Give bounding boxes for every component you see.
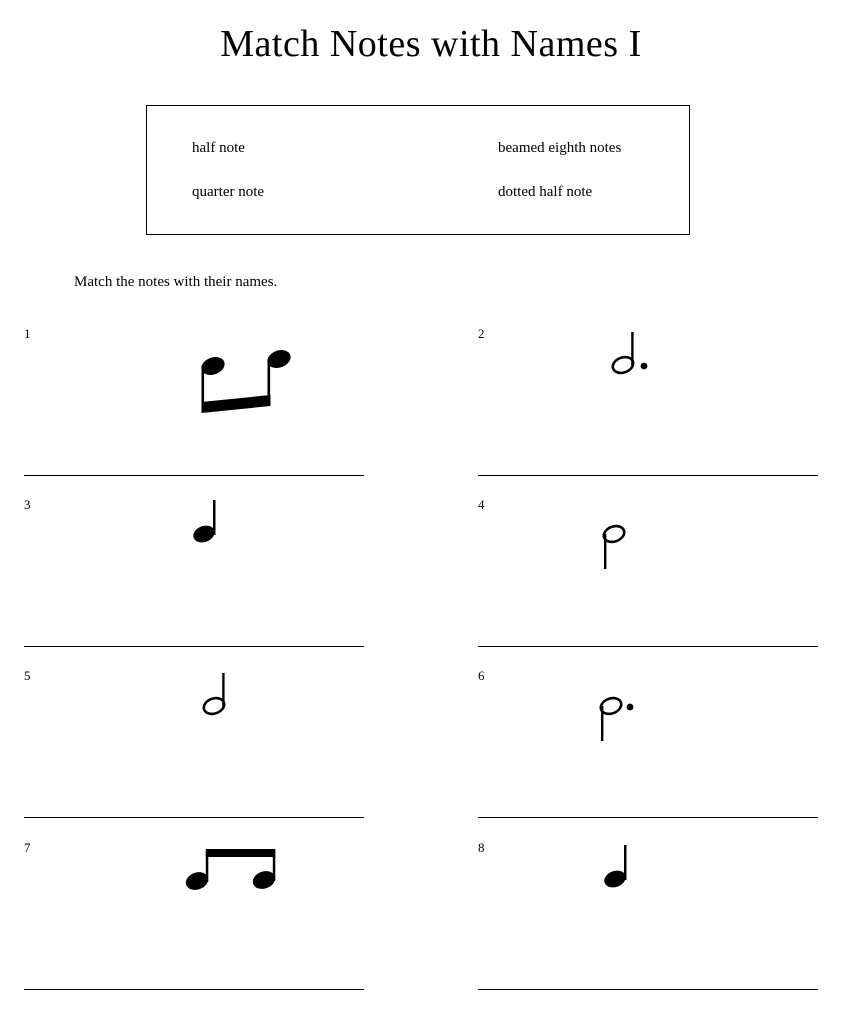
question-4 <box>478 497 823 647</box>
word-bank-item-half-note: half note <box>192 140 245 156</box>
quarter-note-up-icon <box>478 840 823 950</box>
answer-line-2[interactable] <box>478 475 818 476</box>
question-number: 7 <box>24 840 31 855</box>
word-bank-item-beamed-eighth-notes: beamed eighth notes <box>498 140 622 156</box>
question-2 <box>478 326 823 476</box>
instruction-text: Match the notes with their names. <box>74 274 278 290</box>
word-bank <box>146 105 690 235</box>
question-number: 2 <box>478 326 485 341</box>
word-bank-item-dotted-half-note: dotted half note <box>498 184 593 200</box>
answer-line-3[interactable] <box>24 646 364 647</box>
question-number: 3 <box>24 497 31 512</box>
dotted-half-note-up-icon <box>478 668 823 778</box>
answer-line-5[interactable] <box>24 817 364 818</box>
answer-line-6[interactable] <box>478 817 818 818</box>
dotted-half-note-down-icon <box>478 326 823 436</box>
answer-line-7[interactable] <box>24 989 364 990</box>
question-5 <box>24 668 369 818</box>
beamed-eighth-notes-up-icon <box>24 326 369 436</box>
question-number: 1 <box>24 326 31 341</box>
question-7 <box>24 840 369 990</box>
half-note-down-icon <box>24 668 369 778</box>
quarter-note-up-icon <box>24 497 369 607</box>
question-number: 8 <box>478 840 485 855</box>
question-3 <box>24 497 369 647</box>
question-1 <box>24 326 369 476</box>
answer-line-8[interactable] <box>478 989 818 990</box>
question-number: 6 <box>478 668 485 683</box>
question-number: 4 <box>478 497 485 512</box>
question-8 <box>478 840 823 990</box>
answer-line-1[interactable] <box>24 475 364 476</box>
answer-line-4[interactable] <box>478 646 818 647</box>
half-note-up-icon <box>478 497 823 607</box>
beamed-eighth-notes-down-icon <box>24 840 369 950</box>
question-number: 5 <box>24 668 31 683</box>
question-6 <box>478 668 823 818</box>
page-title: Match Notes with Names I <box>220 23 642 65</box>
word-bank-item-quarter-note: quarter note <box>192 184 265 200</box>
